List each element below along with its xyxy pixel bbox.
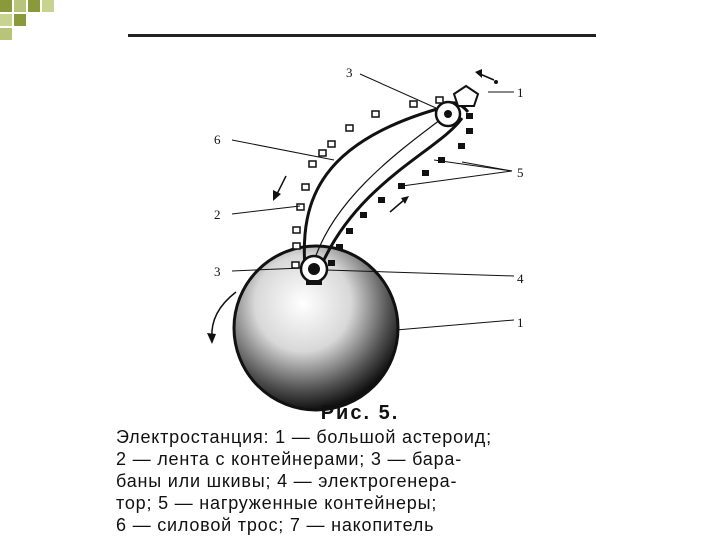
asteroid-rotation-arrowhead	[207, 333, 216, 344]
caption-line: баны или шкивы; 4 — электрогенера-	[116, 471, 458, 491]
belt-inner-strand	[322, 118, 462, 264]
label-4-generator: 4	[517, 271, 524, 286]
storage-arrow	[480, 74, 494, 80]
caption-line: Электростанция: 1 — большой астероид;	[116, 427, 492, 447]
label-1-asteroid: 1	[517, 315, 524, 330]
caption-line: 2 — лента с контейнерами; 3 — бара-	[116, 449, 462, 469]
label-5-loaded-containers: 5	[517, 165, 524, 180]
label-1-storage: 1	[517, 85, 524, 100]
storage-accumulator	[454, 86, 478, 106]
loaded-containers	[328, 113, 473, 266]
asteroid-rotation-arrow	[212, 292, 236, 338]
label-3-top-drum: 3	[346, 65, 353, 80]
caption-line: тор; 5 — нагруженные контейнеры;	[116, 493, 438, 513]
label-6-force-cable: 6	[214, 132, 221, 147]
label-2-belt: 2	[214, 207, 221, 222]
belt-up-arrow	[390, 200, 404, 212]
label-3-bottom-drum: 3	[214, 264, 221, 279]
empty-containers	[292, 97, 443, 268]
caption-line: 6 — силовой трос; 7 — накопитель	[116, 515, 435, 535]
figure-caption-title: Рис. 5.	[320, 402, 400, 424]
figure-caption-text	[116, 426, 596, 536]
generator-base	[306, 280, 322, 285]
